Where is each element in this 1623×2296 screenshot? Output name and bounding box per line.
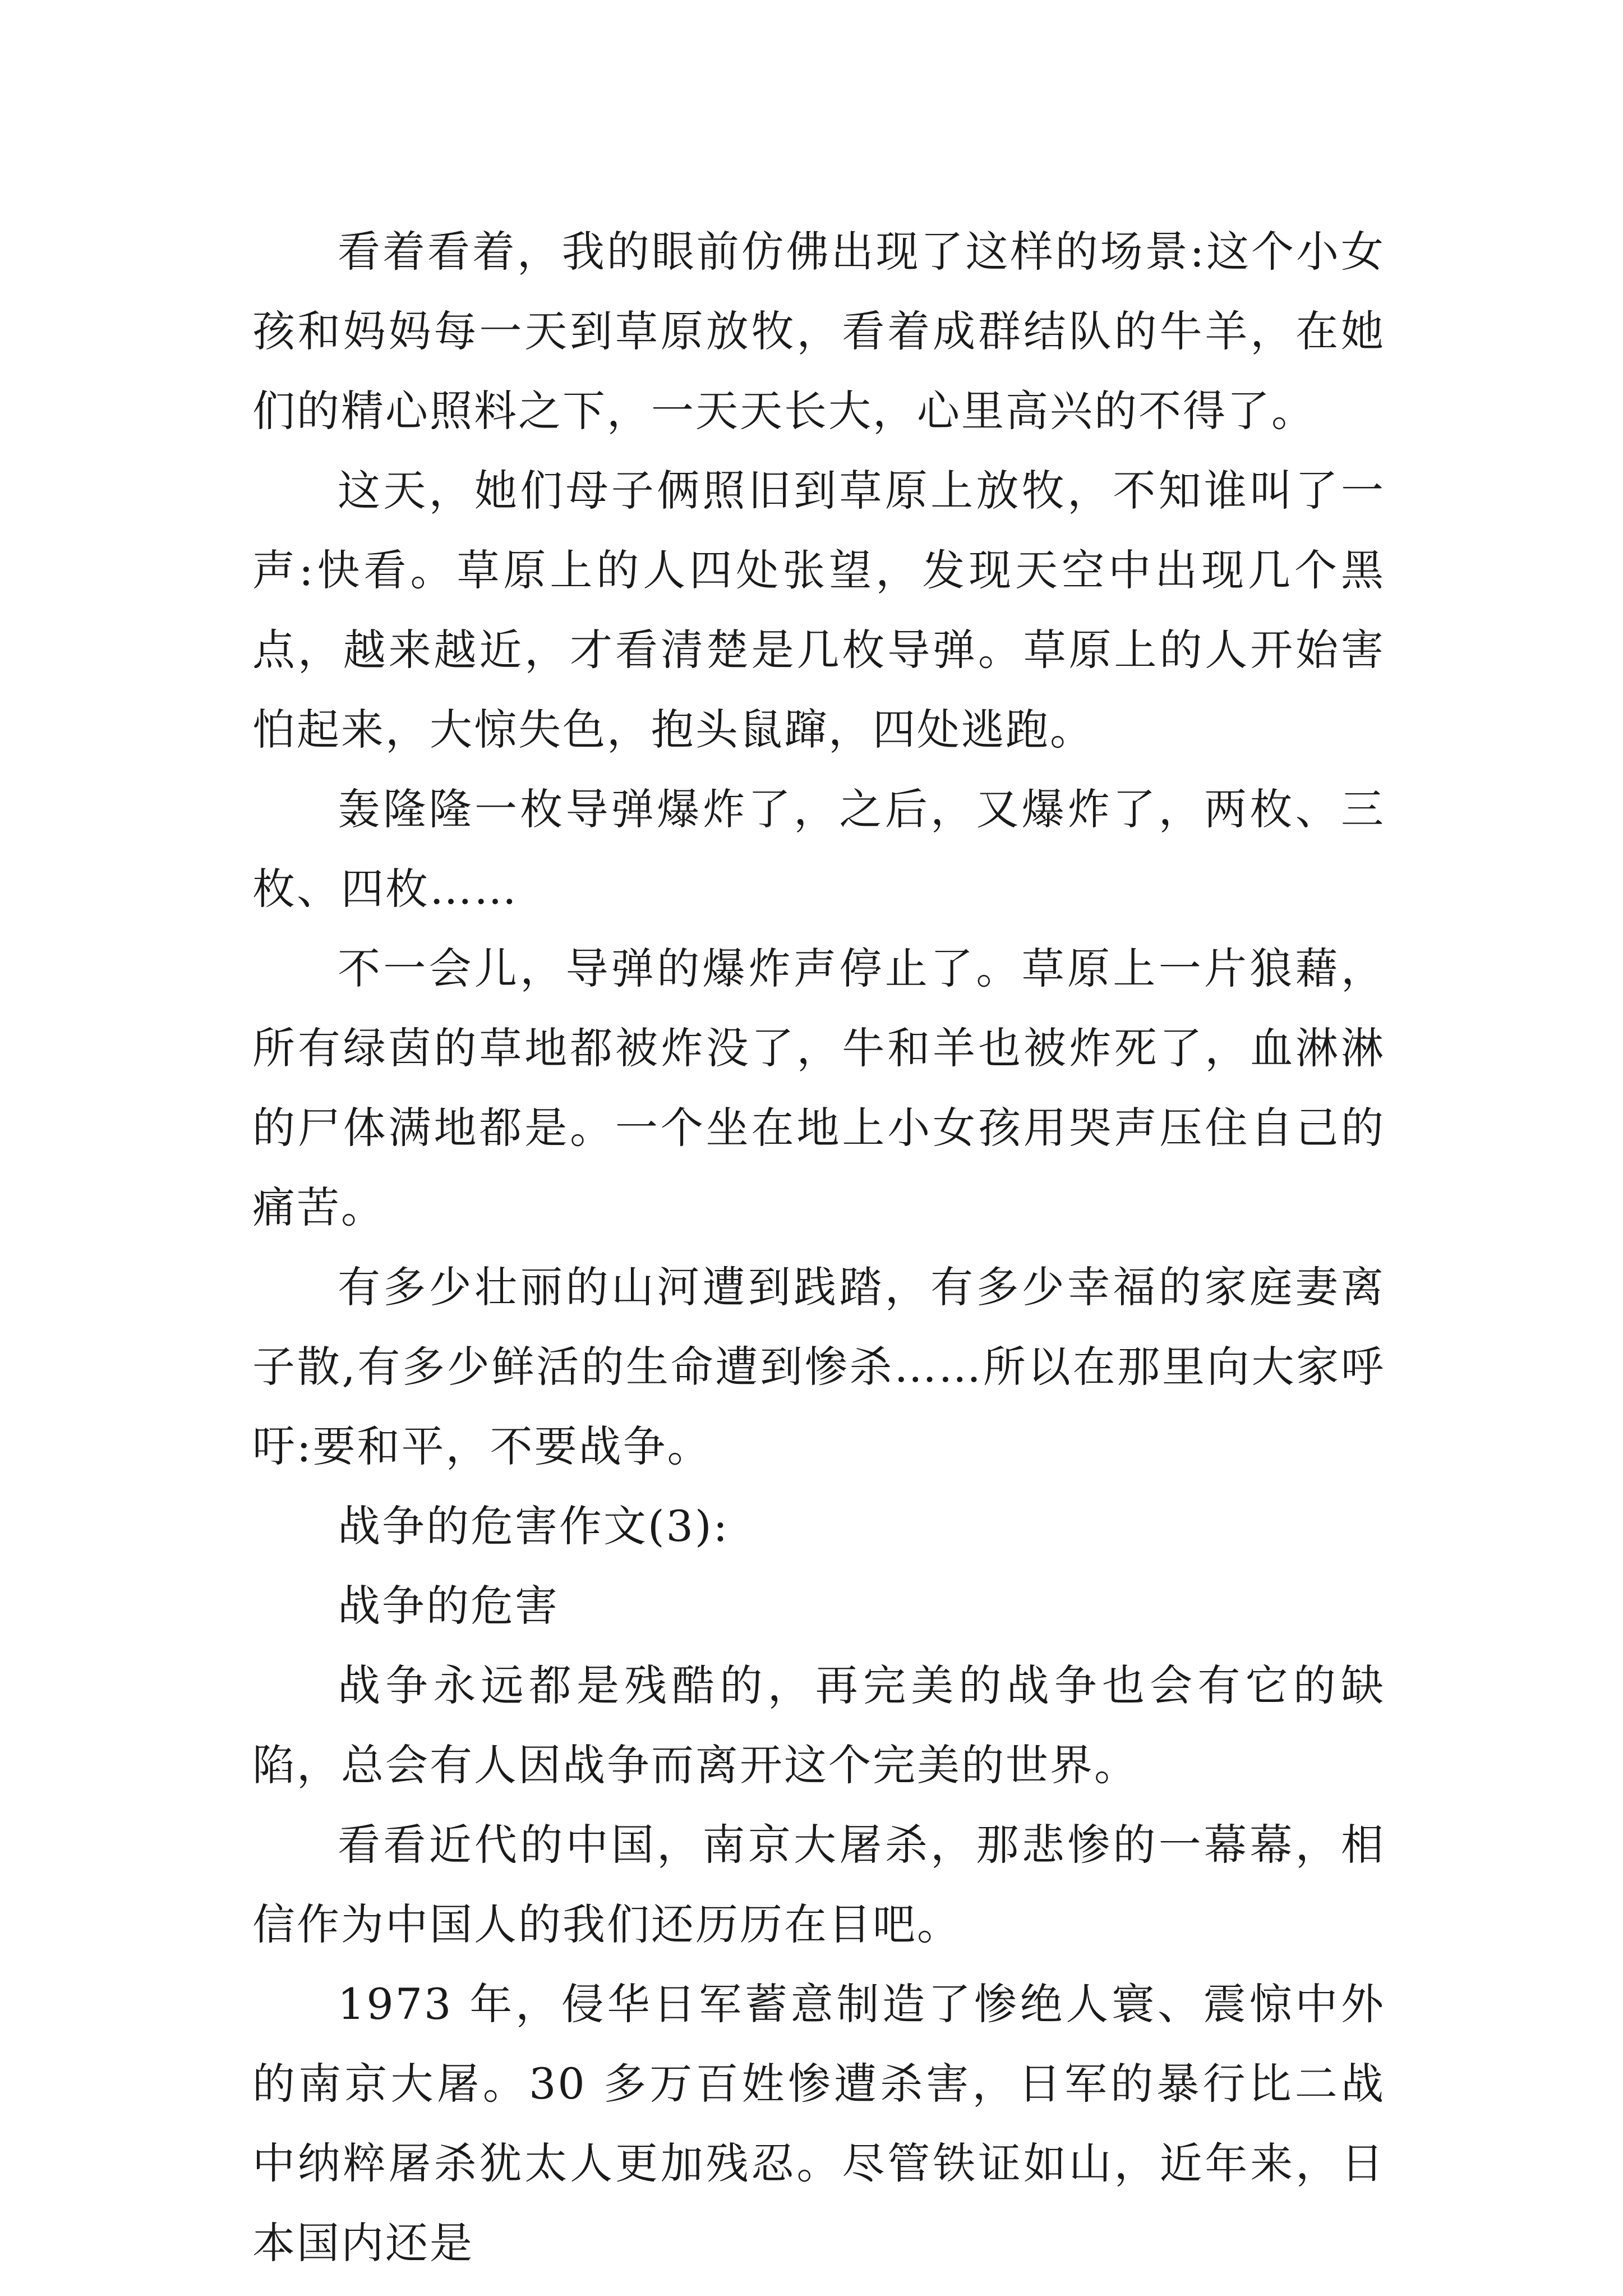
essay-title: 战争的危害	[338, 1581, 559, 1631]
document-body	[252, 212, 1385, 2283]
paragraph: 战争永远都是残酷的，再完美的战争也会有它的缺陷，总会有人因战争而离开这个完美的世界。	[252, 1660, 1385, 1790]
section-heading: 战争的危害作文(3):	[338, 1501, 730, 1551]
paragraph: 1973 年，侵华日军蓄意制造了惨绝人寰、震惊中外的南京大屠。30 多万百姓惨遭杀害，日军的暴行比二战中纳粹屠杀犹太人更加残忍。尽管铁证如山，近年来，日本国内还是	[252, 1979, 1385, 2268]
paragraph: 看看近代的中国，南京大屠杀，那悲惨的一幕幕，相信作为中国人的我们还历历在目吧。	[252, 1820, 1385, 1949]
paragraph: 这天，她们母子俩照旧到草原上放牧，不知谁叫了一声:快看。草原上的人四处张望，发现天空中出现几个黑点，越来越近，才看清楚是几枚导弹。草原上的人开始害怕起来，大惊失色，抱头鼠蹿，四处逃跑。	[252, 466, 1385, 754]
paragraph: 轰隆隆一枚导弹爆炸了，之后，又爆炸了，两枚、三枚、四枚……	[252, 784, 1385, 914]
paragraph: 不一会儿，导弹的爆炸声停止了。草原上一片狼藉，所有绿茵的草地都被炸没了，牛和羊也被炸死了，血淋淋的尸体满地都是。一个坐在地上小女孩用哭声压住自己的痛苦。	[252, 944, 1385, 1232]
paragraph: 有多少壮丽的山河遭到践踏，有多少幸福的家庭妻离子散,有多少鲜活的生命遭到惨杀……所以在那里向大家呼吁:要和平，不要战争。	[252, 1262, 1385, 1471]
paragraph: 看着看着，我的眼前仿佛出现了这样的场景:这个小女孩和妈妈每一天到草原放牧，看着成群结队的牛羊，在她们的精心照料之下，一天天长大，心里高兴的不得了。	[252, 227, 1385, 436]
